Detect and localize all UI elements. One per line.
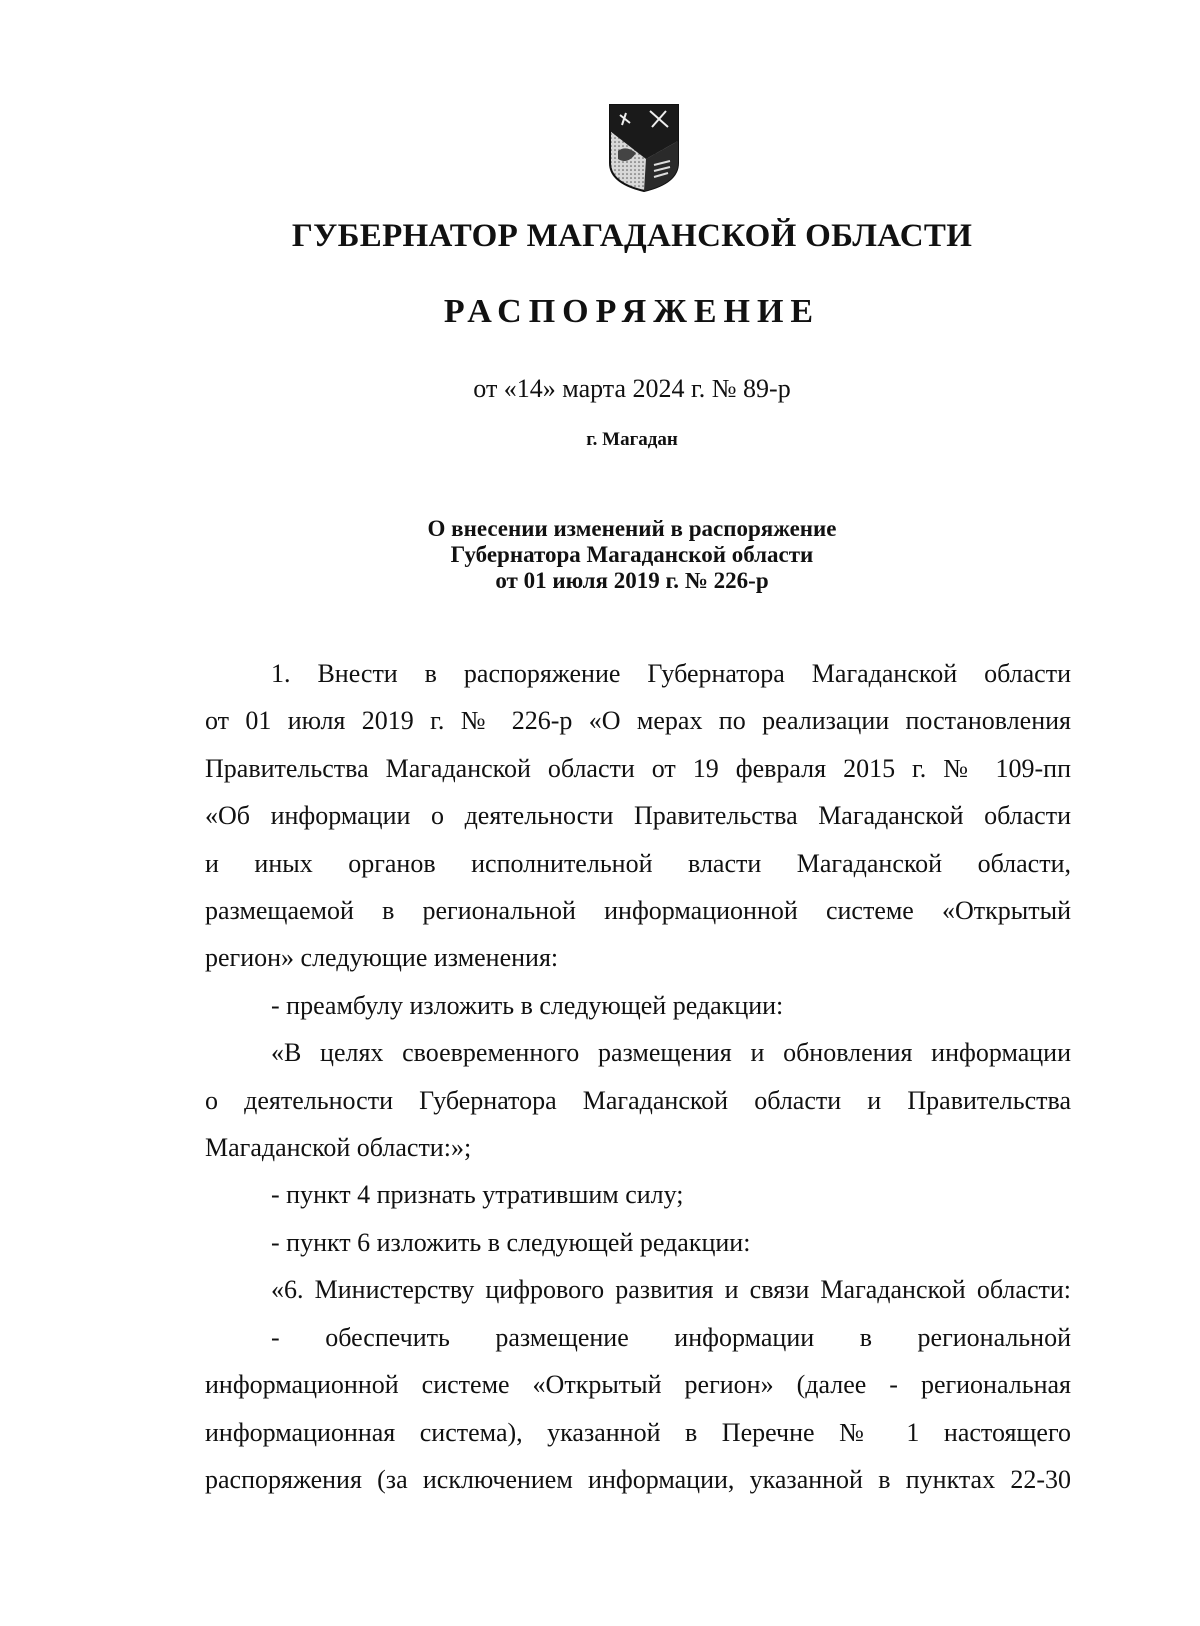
body-line: - преамбулу изложить в следующей редакции: [271,990,784,1020]
body-line: информационной системе «Открытый регион» (далее - региональная [205,1370,1071,1400]
body-line: Правительства Магаданской области от 19 февраля 2015 г. № 109-пп [205,753,1071,783]
subject-line: Губернатора Магаданской области [450,542,814,567]
body-line: регион» следующие изменения: [205,943,559,973]
body-line: от 01 июля 2019 г. № 226-р «О мерах по реализации постановления [205,706,1071,736]
body-line: «В целях своевременного размещения и обновления информации [271,1038,1071,1068]
document-subject [0,516,1200,594]
body-line: 1. Внести в распоряжение Губернатора Магаданской области [271,659,1071,688]
subject-line: от 01 июля 2019 г. № 226-р [495,568,769,593]
body-line: «Об информации о деятельности Правительства Магаданской области [205,801,1071,831]
subject-line: О внесении изменений в распоряжение [427,516,837,541]
body-line: размещаемой в региональной информационной системе «Открытый [205,896,1071,926]
body-line: и иных органов исполнительной власти Магаданской области, [205,848,1071,878]
body-line: информационная система), указанной в Перечне № 1 настоящего [205,1417,1071,1447]
body-line: о деятельности Губернатора Магаданской области и Правительства [205,1085,1071,1115]
body-line: «6. Министерству цифрового развития и связи Магаданской области: [271,1275,1071,1305]
document-date-number: от «14» марта 2024 г. № 89-р [473,374,791,403]
body-line: распоряжения (за исключением информации, указанной в пунктах 22-30 [205,1464,1071,1494]
document-type: РАСПОРЯЖЕНИЕ [443,293,821,330]
document-city: г. Магадан [586,429,678,450]
body-line: - пункт 6 изложить в следующей редакции: [271,1227,751,1257]
body-line: - обеспечить размещение информации в региональной [271,1322,1071,1352]
document-body [205,650,1071,1503]
magadan-coat-of-arms-icon [606,101,682,193]
body-line: Магаданской области:»; [205,1133,472,1163]
issuing-authority: ГУБЕРНАТОР МАГАДАНСКОЙ ОБЛАСТИ [291,218,973,254]
body-line: - пункт 4 признать утратившим силу; [271,1180,684,1210]
